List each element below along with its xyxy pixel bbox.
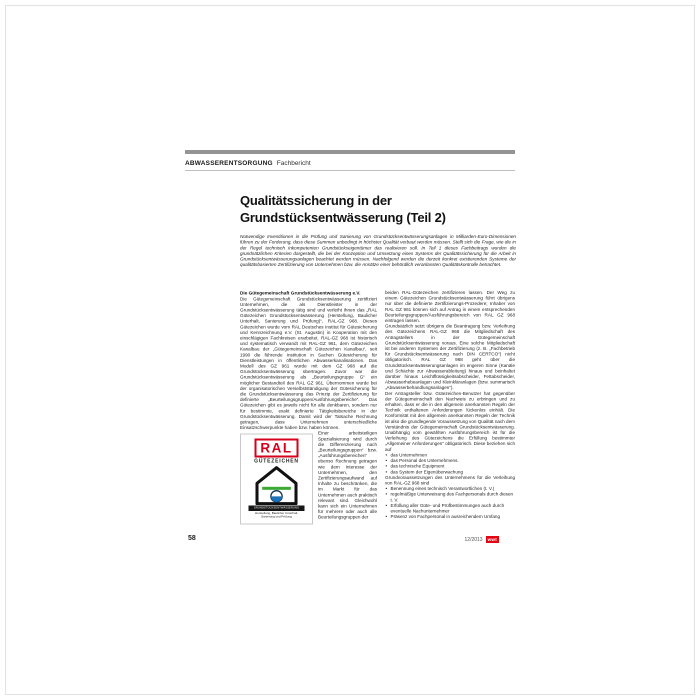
logo-caption [241,512,312,519]
list-item: • Präsenz von Fachpersonal in ausreichendem Umfang [385,514,515,520]
header-rule [185,170,515,171]
issue-label: 12/2013 [464,536,483,543]
column-layout [240,290,516,537]
logo-caption-line2: Sanierung und Prüfung [261,515,292,519]
page-title [240,192,516,226]
house-water-icon [255,466,299,505]
intro-block [240,234,516,276]
list-item: • das Unternehmen [385,452,515,458]
right-column-paragraph-3: Der Antragsteller bzw. Gütezeichen-Benutzer hat gegenüber der Gütegemeinschaft den Nachweis zu erbringen und zu erhalten, dass er die in den allgemein anerkannten Regeln der Technik enthaltenen Anforderungen lückenlos einhält. Die Konformität mit den allgemein anerkannten Regeln der Technik ist also die grundlegende Voraussetzung von Qualität nach dem Verständnis der Gütegemeinschaft Grundstücksentwässerung. Unabhängig vom gewählten Ausführungsbereich ist für die Verleihung des Gütezeichens die Erfüllung bestimmter „Allgemeiner Anforderungen“ obligatorisch. Diese beziehen sich auf [385,390,515,452]
article-type-label: Fachbericht [276,160,311,167]
left-column-paragraph-2: Einer arbeitsteiligen Spezialisierung wird durch die Differenzierung nach „Beurteilungsgruppen“ bzw. „Ausführungsbereichen“ ebenso Rechnung getragen wie dem Interesse der Unternehmen, den Zertifizierungsaufwand auf Inhalte zu beschränken, die im Markt für das Unternehmen auch praktisch relevant sind. Gleichwohl kann sich ein Unternehmen für mehrere oder auch alle Beurteilungsgruppen der [318,430,377,520]
breadcrumb [185,159,515,168]
header-bar [185,150,515,154]
list-item: • regelmäßige Unterweisung des Fachpersonals durch diesen t. V. [385,492,515,503]
logo-banner-text: GRUNDSTÜCKSENTWÄSSERUNG [249,505,305,511]
list-item: • Benennung eines technisch Verantwortlichen (t. V.) [385,486,515,492]
right-column-paragraph-2: Grundsätzlich setzt übrigens die Beantragung bzw. Verleihung des Gütezeichens RAL-GZ 968 die Mitgliedschaft des Antragstellers in der Gütegemeinschaft Grundstücksentwässerung voraus. Eine solche Mitgliedschaft ist bei anderen Systemen der Zertifizierung (z. B. „Fachbetrieb für Grundstücksentwässerung nach DIN CERTCO“) nicht obligatorisch. RAL GZ 968 geht über die Grundstücksentwässerungsanlagen im engeren Sinne (Kanäle und Schächte zur Abwasserableitung) hinaus und beinhaltet darüber hinaus Leichtflüssigkeitsabscheider, Fettabscheider, Abwasserhebeanlagen und Kleinkläranlagen (bzw. summarisch „Abwasserbehandlungsanlagen“). [385,323,515,391]
list-item: • das System der Eigenüberwachung [385,469,515,475]
prerequisites-list [385,486,515,520]
left-column-heading: Die Gütegemeinschaft Grundstücksentwässerung e.V. [240,290,361,296]
intro-paragraph: Notwendige Investitionen in die Prüfung und Sanierung von Grundstücksentwässerungsanlagen in Milliarden-Euro-Dimensionen führen zu der Forderung, dass diese Summen unbedingt in höchster Qualität verbaut werden müssen. Stellt sich die Frage, wie die in der Regel technisch inkompetenten Grundstückseigentümer das realisieren soll. In Teil 1 dieses Fachbeitrags wurden die grundsätzlichen Kriterien dargestellt, die bei der Konzeption und Umsetzung eines Systems der Qualitätssicherung für die Arbeit in Grundstücksentwässerungsanlagen beachtet werden müssen. Nachfolgend werden die derzeit konkret existierenden Systeme der qualitätsbasierten Zertifizierung von Unternehmen bzw. die Ansätze einer behördlich veranlassten Qualitätskontrolle betrachtet. [240,234,516,268]
list-item: • das Personal des Unternehmens. [385,458,515,464]
ral-guetezeichen-logo [240,434,313,525]
right-column-paragraph-1: beiden RAL-Gütezeichen zertifizieren lassen. Der Weg zu einem Gütezeichen Grundstücksentwässerung führt übrigens nur über die definierte Zertifizierungs-Prozedere; Inhaber von RAL GZ 961 können sich auf Antrag in einem entsprechenden Beurteilungsgruppen/Ausführungsbereich von RAL GZ 968 eintragen lassen. [385,290,515,324]
article-content [240,192,516,537]
requirements-list [385,452,515,474]
right-column-paragraph-4: Grundvoraussetzungen des Unternehmens für die Verleihung von RAL-GZ 968 sind [385,474,515,486]
right-column [385,290,515,537]
article-page [185,150,515,555]
ral-guetezeichen-label: GÜTEZEICHEN [254,458,299,465]
journal-logo: wwt [487,537,497,542]
page-title-line1: Qualitätssicherung in der [240,193,392,208]
list-item: • Erfüllung aller Güte- und Prüfbestimmungen auch durch eventuelle Nachunternehmer [385,503,515,514]
section-label: ABWASSERENTSORGUNG [185,160,273,167]
left-column [240,290,377,537]
list-item: • das technische Equipment [385,464,515,470]
logo-caption-line1: Herstellung, Baulicher Unterhalt, [254,511,299,515]
ral-logo-text: RAL [254,439,298,458]
page-number: 58 [188,535,196,542]
left-column-paragraph-1: Die Gütegemeinschaft Grundstücksentwässerung zertifiziert Unternehmen, die als Dienstleister in der Grundstücksentwässerung tätig sind und verleiht ihnen das „RAL Gütezeichen Grundstücksentwässerung (Herstellung, Baulicher Unterhalt, Sanierung und Prüfung)“, RAL-GZ 968. Dieses Gütezeichen wurde vom RAL Deutsches Institut für Gütesicherung und Kennzeichnung e.V. (St. Augustin) in Kooperation mit den einschlägigen Fachkreisen erarbeitet. RAL-GZ 968 ist historisch und systematisch verwandt mit RAL-GZ 961, dem Gütezeichen Kanalbau der „Gütegemeinschaft Gütezeichen Kanalbau“, seit 1990 die führende Institution in Sachen Gütesicherung für Dienstleistungen in öffentlichen Abwasserkanalisationen. Das Modell des GZ 961 wurde mit dem GZ 968 auf die Grundstücksentwässerung übertragen. Zuvor war die Grundstücksentwässerung als „Beurteilungsgruppe G“ ein möglicher Bestandteil des RAL GZ 961. Übernommen wurde bei der organisatorischen Verselbstständigung der Gütesicherung für die Grundstücksentwässerung das Prinzip der Zertifizierung für definierte „Beurteilungsgruppen/Ausführungsbereiche“. Das Gütezeichen gibt es jeweils nicht für alle denkbaren, sondern nur für bestimmte, exakt definierte Tätigkeitsbereiche in der Grundstücksentwässerung. Damit wird der Tatsache Rechnung getragen, dass Unternehmen unterschiedliche Einsatzschwerpunkte haben bzw. haben können. [240,296,377,431]
page-title-line2: Grundstücksentwässerung (Teil 2) [240,210,446,225]
journal-footer [465,536,499,543]
